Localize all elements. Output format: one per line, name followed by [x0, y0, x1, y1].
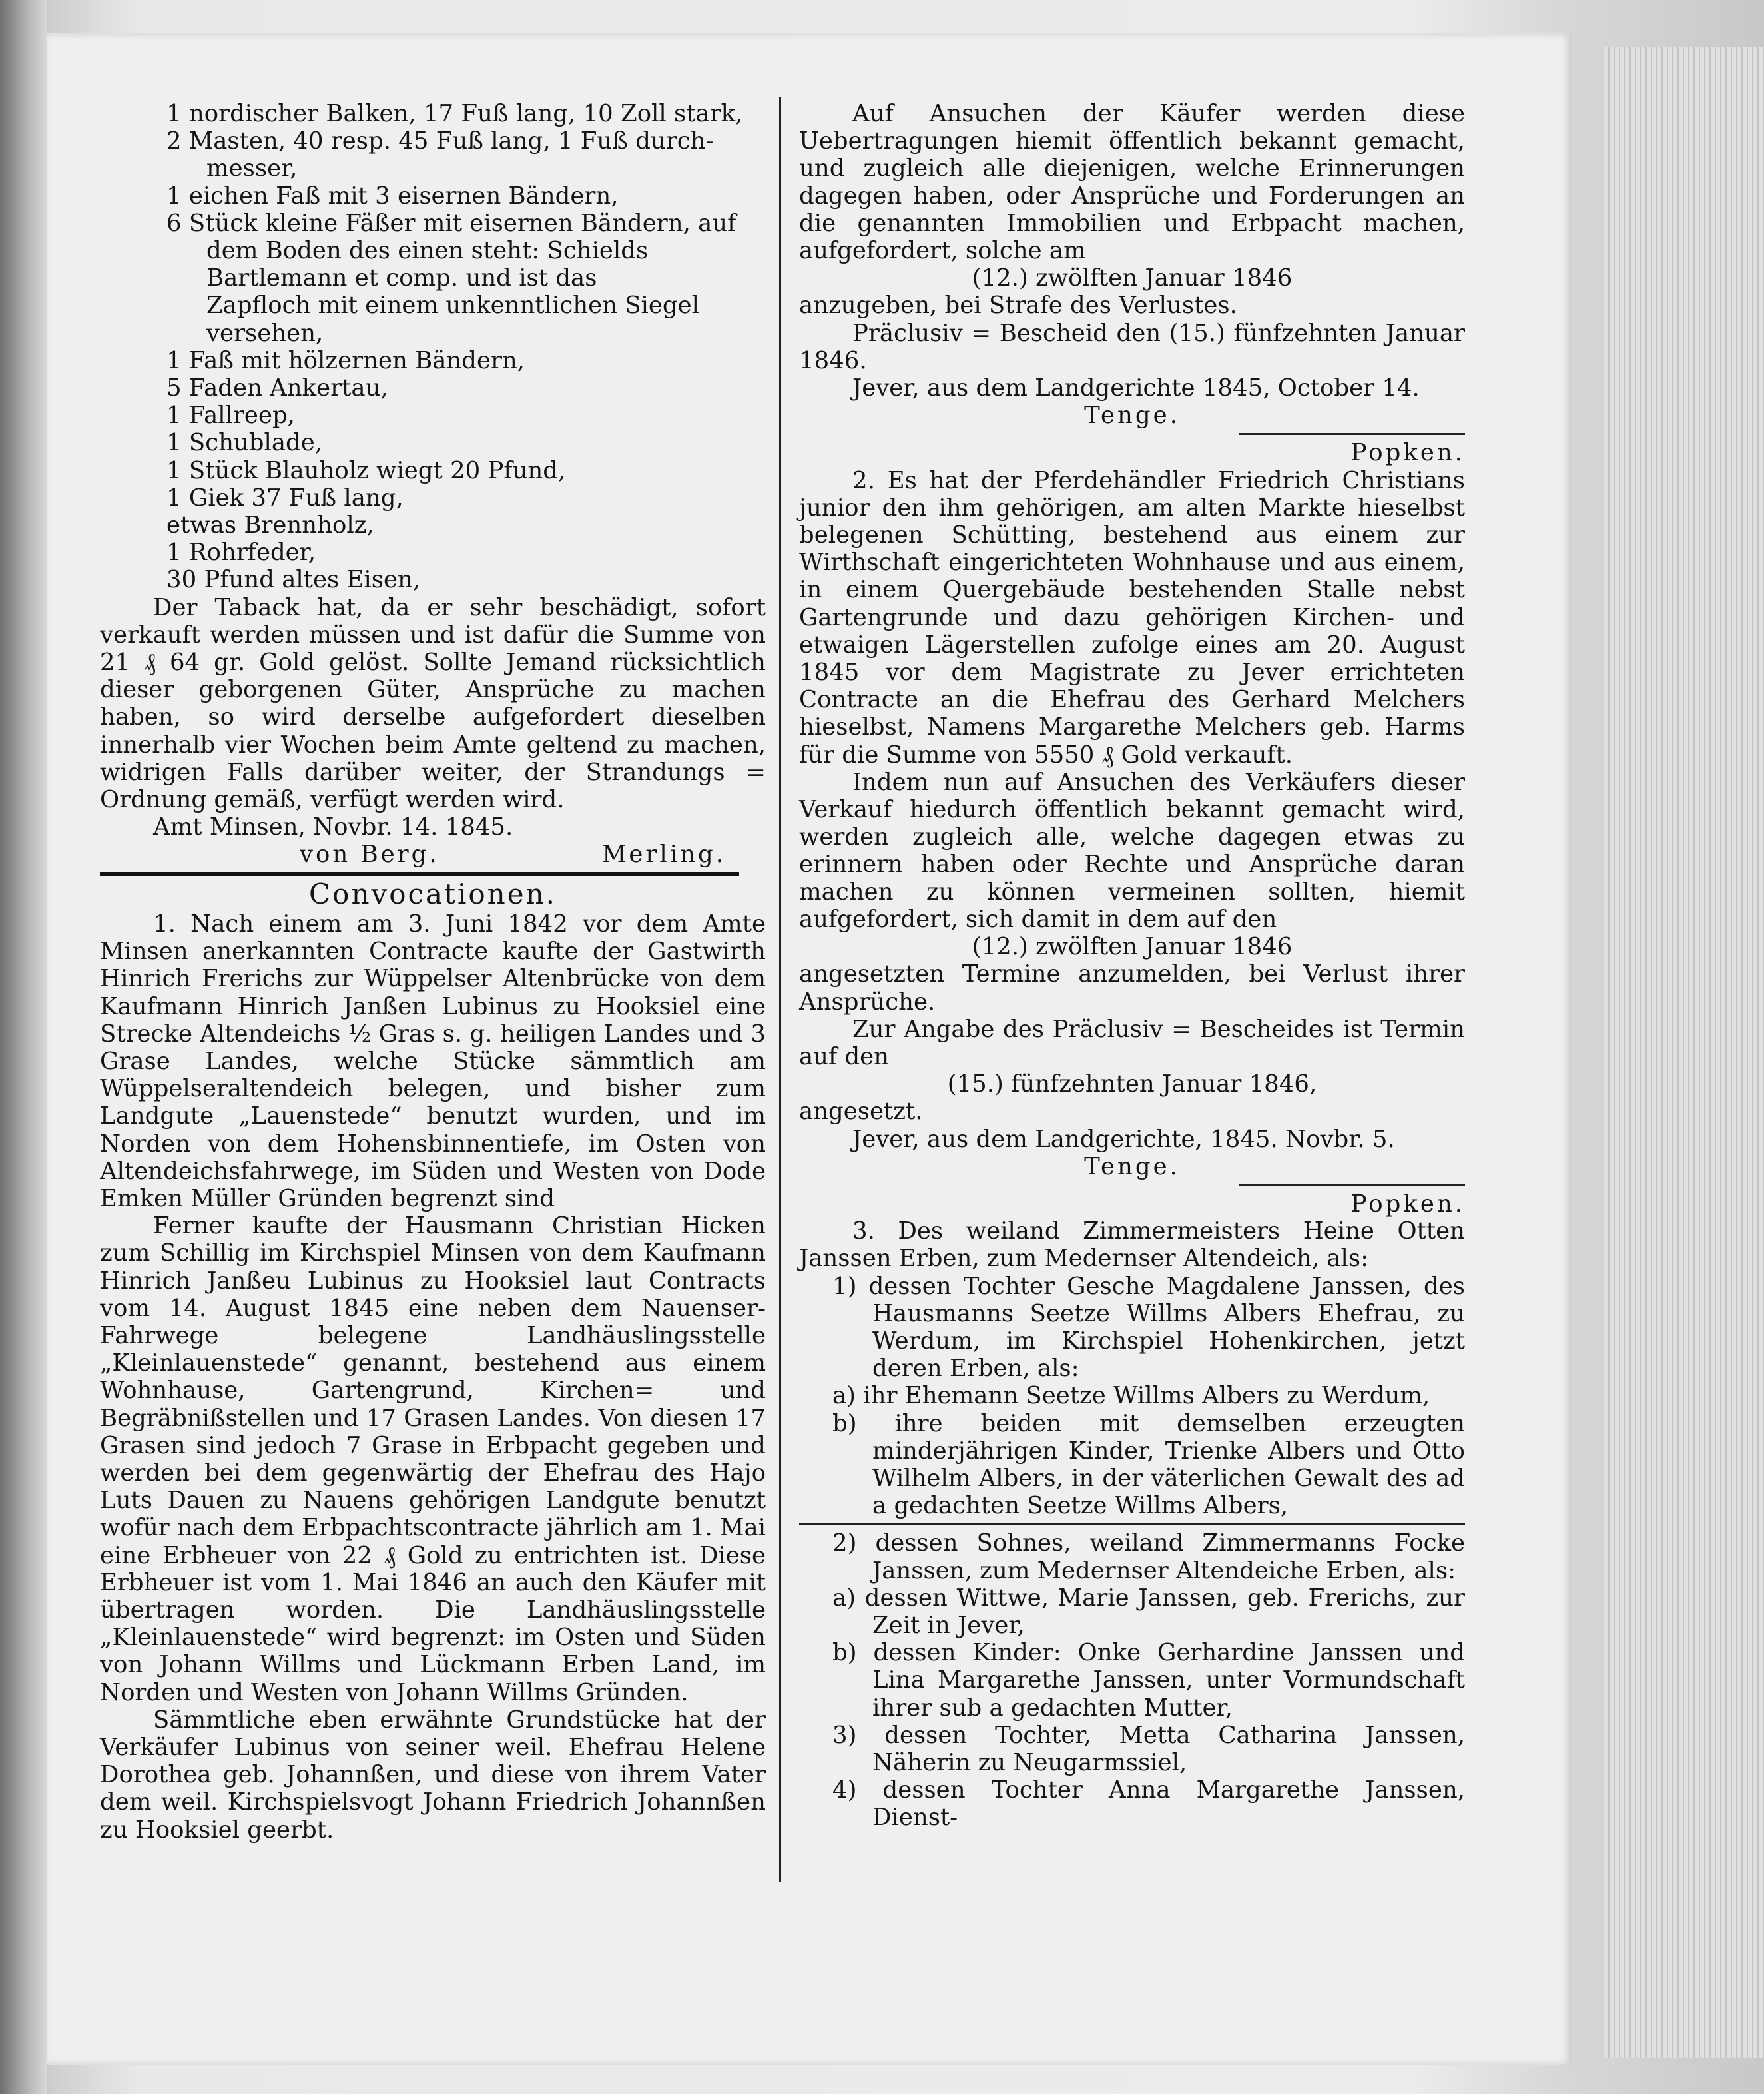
amt-date: Amt Minsen, Novbr. 14. 1845.	[153, 813, 513, 841]
cargo-item: etwas Brennholz,	[166, 512, 374, 539]
convocation-2-paragraph: Indem nun auf Ansuchen des Verkäufers dieser Verkauf hiedurch öffentlich bekannt gemacht wird, werden zugleich alle, welche dagegen etwas zu erinnern haben oder Rechte und Ansprüche daran machen zu können vermeinen sollten, hiemit aufgefordert, sich damit in dem auf den	[799, 768, 1465, 933]
heir-entry	[799, 1776, 1465, 1831]
deadline-date: (12.) zwölften Januar 1846	[972, 264, 1293, 292]
heir-entry	[799, 1273, 1465, 1383]
cargo-item: 1 eichen Faß mit 3 eisernen Bändern,	[166, 182, 619, 210]
signature-von-berg: von Berg.	[300, 841, 440, 869]
convocation-2-paragraph: angesetzten Termine anzumelden, bei Verlust ihrer Ansprüche.	[799, 960, 1465, 1016]
heir-entry	[799, 1584, 1465, 1639]
heir-entry	[799, 1382, 1465, 1409]
deadline-date: (15.) fünfzehnten Januar 1846,	[947, 1070, 1317, 1098]
heir-text: dessen Tochter Gesche Magdalene Janssen, des Hausmanns Seetze Willms Albers Ehefrau, zu Werdum, im Kirchspiel Hohenkirchen, jetzt deren Erben, als:	[868, 1272, 1465, 1383]
heir-entry	[799, 1529, 1465, 1584]
cargo-item: dem Boden des einen steht: Schields	[206, 237, 649, 265]
convocation-2-paragraph: angesetzt.	[799, 1098, 923, 1126]
heir-text: dessen Tochter, Metta Catharina Janssen, Näherin zu Neugarmssiel,	[872, 1721, 1465, 1776]
heir-text: dessen Wittwe, Marie Janssen, geb. Frerichs, zur Zeit in Jever,	[864, 1584, 1465, 1639]
heir-marker: 2)	[832, 1529, 857, 1557]
heir-marker: a)	[832, 1382, 856, 1410]
heir-marker: 1)	[832, 1272, 857, 1300]
signature-row	[100, 841, 766, 868]
left-column	[100, 100, 766, 1844]
right-column	[799, 100, 1465, 1832]
previous-page-edge	[0, 0, 47, 2094]
heir-marker: a)	[832, 1584, 856, 1612]
cargo-item: versehen,	[206, 319, 324, 347]
signature-tenge: Tenge.	[1084, 402, 1180, 430]
heir-text: dessen Sohnes, weiland Zimmermanns Focke Janssen, zum Medernser Altendeiche Erben, als:	[872, 1529, 1465, 1584]
convocation-2-paragraph: Zur Angabe des Präclusiv = Bescheides ist Termin auf den	[799, 1015, 1465, 1070]
cargo-item: Bartlemann et comp. und ist das	[206, 264, 597, 292]
dateline: Jever, aus dem Landgerichte, 1845. Novbr. 5.	[852, 1125, 1395, 1153]
convocation-2-paragraph: 2. Es hat der Pferdehändler Friedrich Christians junior den ihm gehörigen, am alten Markte hieselbst belegenen Schütting, bestehend aus einem zur Wirthschaft eingerichteten Wohnhause und aus einem, in einem Quergebäude bestehenden Stalle nebst Gartengrunde und dazu gehörigen Kirchen- und etwaigen Lägerstellen zufolge eines am 20. August 1845 vor dem Magistrate zu Jever errichteten Contracte an die Ehefrau des Gerhard Melchers hieselbst, Namens Margarethe Melchers geb. Harms für die Summe von 5550 ₰ Gold verkauft.	[799, 466, 1465, 769]
cargo-item: 1 Rohrfeder,	[166, 539, 316, 567]
heir-marker: 3)	[832, 1721, 857, 1749]
cargo-item: 1 Giek 37 Fuß lang,	[166, 484, 404, 512]
cargo-item: 1 Fallreep,	[166, 402, 295, 430]
notice-paragraph: Auf Ansuchen der Käufer werden diese Uebertragungen hiemit öffentlich bekannt gemacht, und zugleich alle diejenigen, welche Erinnerungen dagegen haben, oder Ansprüche und Forderungen an die genannten Immobilien und Erbpacht machen, aufgefordert, solche am	[799, 100, 1465, 265]
heir-text: ihr Ehemann Seetze Willms Albers zu Werdum,	[863, 1382, 1430, 1410]
book-page-edges	[1604, 47, 1764, 2058]
signature-popken: Popken.	[1350, 1190, 1465, 1218]
heir-marker: 4)	[832, 1776, 857, 1804]
signature-tenge: Tenge.	[1084, 1152, 1180, 1180]
signature-popken: Popken.	[1350, 439, 1465, 467]
praeclusiv-notice: Präclusiv = Bescheid den (15.) fünfzehnten Januar 1846.	[799, 319, 1465, 374]
cargo-item: messer,	[206, 155, 298, 182]
cargo-item: 6 Stück kleine Fäßer mit eisernen Bändern, auf	[166, 209, 736, 237]
cargo-item: 30 Pfund altes Eisen,	[166, 566, 421, 594]
cargo-item: 1 Stück Blauholz wiegt 20 Pfund,	[166, 456, 566, 484]
tabak-paragraph: Der Taback hat, da er sehr beschädigt, sofort verkauft werden müssen und ist dafür die Summe von 21 ₰ 64 gr. Gold gelöst. Sollte Jemand rücksichtlich dieser geborgenen Güter, Ansprüche zu machen haben, so wird derselbe aufgefordert dieselben innerhalb vier Wochen beim Amte geltend zu machen, widrigen Falls darüber weiter, der Strandungs = Ordnung gemäß, verfügt werden wird.	[100, 593, 766, 814]
section-rule	[100, 872, 739, 876]
heir-text: ihre beiden mit demselben erzeugten minderjährigen Kinder, Trienke Albers und Otto Wilhelm Albers, in der väterlichen Gewalt des ad a gedachten Seetze Willms Albers,	[872, 1409, 1465, 1520]
cargo-item: 1 Schublade,	[166, 429, 323, 457]
convocation-3-intro: 3. Des weiland Zimmermeisters Heine Otten Janssen Erben, zum Medernser Altendeich, als:	[799, 1218, 1465, 1273]
section-heading: Convocationen.	[309, 877, 557, 910]
heir-marker: b)	[832, 1409, 857, 1437]
signature-rule	[1239, 433, 1465, 435]
heir-entry	[799, 1639, 1465, 1722]
newspaper-page	[47, 33, 1572, 2065]
heir-text: dessen Kinder: Onke Gerhardine Janssen und Lina Margarethe Janssen, unter Vormundschaft ihrer sub a gedachten Mutter,	[872, 1639, 1465, 1722]
column-divider	[779, 97, 781, 1882]
cargo-item: 2 Masten, 40 resp. 45 Fuß lang, 1 Fuß durch-	[166, 127, 714, 155]
notice-paragraph: anzugeben, bei Strafe des Verlustes.	[799, 292, 1237, 320]
cargo-item: 5 Faden Ankertau,	[166, 374, 388, 402]
cargo-item: Zapfloch mit einem unkenntlichen Siegel	[206, 292, 700, 320]
heir-marker: b)	[832, 1639, 857, 1667]
heir-entry	[799, 1410, 1465, 1520]
cargo-list	[100, 100, 766, 594]
cargo-item: 1 Faß mit hölzernen Bändern,	[166, 346, 525, 374]
signature-rule	[1239, 1184, 1465, 1186]
signature-merling: Merling.	[602, 841, 726, 869]
heir-text: dessen Tochter Anna Margarethe Janssen, Dienst-	[872, 1776, 1465, 1832]
deadline-date: (12.) zwölften Januar 1846	[972, 933, 1293, 961]
dateline: Jever, aus dem Landgerichte 1845, October 14.	[852, 374, 1420, 402]
convocation-1-paragraph: Sämmtliche eben erwähnte Grundstücke hat der Verkäufer Lubinus von seiner weil. Ehefrau Helene Dorothea geb. Johannßen, und diese von ihrem Vater dem weil. Kirchspielsvogt Johann Friedrich Johannßen zu Hooksiel geerbt.	[100, 1706, 766, 1844]
cargo-item: 1 nordischer Balken, 17 Fuß lang, 10 Zoll stark,	[166, 100, 743, 127]
convocation-1-paragraph: Ferner kaufte der Hausmann Christian Hicken zum Schillig im Kirchspiel Minsen von dem Kaufmann Hinrich Janßeu Lubinus zu Hooksiel laut Contracts vom 14. August 1845 eine neben dem Nauenser-Fahrwege belegene Landhäuslingsstelle „Kleinlauenstede“ genannt, bestehend aus einem Wohnhause, Gartengrund, Kirchen= und Begräbnißstellen und 17 Grasen Landes. Von diesen 17 Grasen sind jedoch 7 Grase in Erbpacht gegeben und werden bei dem gegenwärtig der Ehefrau des Hajo Luts Dauen zu Nauens gehörigen Landgute benutzt wofür nach dem Erbpachtscontracte jährlich am 1. Mai eine Erbheuer von 22 ₰ Gold zu entrichten ist. Diese Erbheuer ist vom 1. Mai 1846 an auch den Käufer mit übertragen worden. Die Landhäuslingsstelle „Kleinlauenstede“ wird begrenzt: im Osten und Süden von Johann Willms und Lückmann Erben Land, im Norden und Westen von Johann Willms Gründen.	[100, 1212, 766, 1706]
convocation-1-paragraph: 1. Nach einem am 3. Juni 1842 vor dem Amte Minsen anerkannten Contracte kaufte der Gastwirth Hinrich Frerichs zur Wüppelser Altenbrücke von dem Kaufmann Hinrich Janßen Lubinus zu Hooksiel eine Strecke Altendeichs ½ Gras s. g. heiligen Landes und 3 Grase Landes, welche Stücke sämmtlich am Wüppelseraltendeich belegen, und bisher zum Landgute „Lauenstede“ benutzt wurden, und im Norden von dem Hohensbinnentiefe, im Osten von Altendeichsfahrwege, im Süden und Westen von Dode Emken Müller Gründen begrenzt sind	[100, 910, 766, 1212]
heirs-list	[799, 1273, 1465, 1832]
list-rule	[799, 1523, 1465, 1525]
heir-entry	[799, 1722, 1465, 1776]
